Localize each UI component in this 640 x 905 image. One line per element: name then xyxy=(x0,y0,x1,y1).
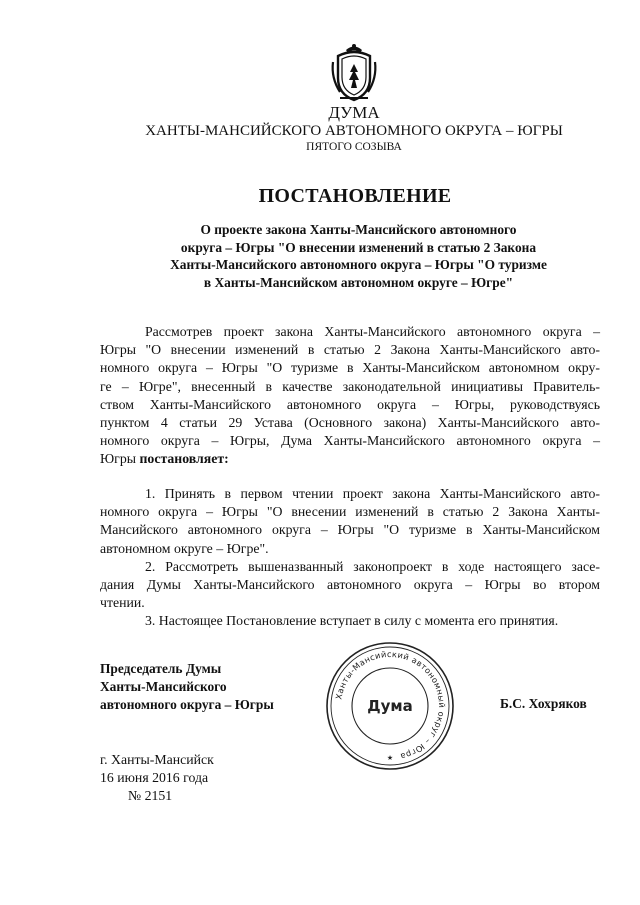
resolution-item xyxy=(100,558,600,613)
preamble-line: пунктом 4 статьи 29 Устава (Основного закона) Ханты-Мансийского авто- xyxy=(100,415,600,431)
item-line: дания Думы Ханты-Мансийского автономного округа – Югры во втором xyxy=(100,577,600,593)
item-line: чтении. xyxy=(100,595,145,611)
document-type-title: ПОСТАНОВЛЕНИЕ xyxy=(258,185,452,207)
header-okrug: ХАНТЫ-МАНСИЙСКОГО АВТОНОМНОГО ОКРУГА – ЮГРЫ xyxy=(145,123,563,139)
resolution-item xyxy=(100,612,600,630)
city: г. Ханты-Мансийск xyxy=(100,752,214,767)
preamble-line: ге – Югре", внесенный в качестве законодательной инициативы Правитель- xyxy=(100,378,600,394)
document-date: 16 июня 2016 года xyxy=(100,770,209,785)
subject-line: О проекте закона Ханты-Мансийского автономного xyxy=(200,222,517,237)
item-line: автономном округе – Югре". xyxy=(100,540,269,556)
document-number: № 2151 xyxy=(128,788,173,803)
official-stamp xyxy=(320,636,460,776)
signatory-title-line: Ханты-Мансийского xyxy=(100,679,227,694)
place-date-number xyxy=(100,751,280,805)
subject-line: Ханты-Мансийского автономного округа – Югры "О туризме xyxy=(170,257,547,272)
header-convocation: ПЯТОГО СОЗЫВА xyxy=(306,141,402,153)
item-line: номного округа – Югры "О внесении изменений в статью 2 Закона Ханты- xyxy=(100,504,600,520)
subject-line: округа – Югры "О внесении изменений в статью 2 Закона xyxy=(180,239,537,255)
preamble-line: Рассмотрев проект закона Ханты-Мансийского автономного округа – xyxy=(145,324,600,339)
resolves-keyword: постановляет: xyxy=(139,451,229,467)
preamble-line: ством Ханты-Мансийского автономного округа – Югры, руководствуясь xyxy=(100,396,600,412)
item-line: Мансийского автономного округа – Югры "О туризме в Ханты-Мансийском xyxy=(100,522,600,538)
subject-line: в Ханты-Мансийском автономном округе – Югре" xyxy=(203,274,514,290)
document-header xyxy=(0,104,640,154)
signatory-title-line: Председатель Думы xyxy=(100,661,222,676)
preamble-line xyxy=(100,450,600,468)
item-line: 2. Рассмотреть вышеназванный законопроект в ходе настоящего засе- xyxy=(145,558,600,574)
preamble-paragraph xyxy=(100,323,600,469)
stamp-ring-text: Ханты-Мансийский автономный округ – Югра xyxy=(333,648,448,762)
preamble-line: номного округа – Югры "О туризме в Ханты-Мансийском автономном окру- xyxy=(100,360,600,376)
item-line: 1. Принять в первом чтении проект закона Ханты-Мансийского авто- xyxy=(145,486,600,501)
coat-of-arms-icon xyxy=(328,42,380,104)
signatory-title-line: автономного округа – Югры xyxy=(100,697,274,712)
preamble-line: номного округа – Югры, Дума Ханты-Мансийского автономного округа – xyxy=(100,433,600,449)
stamp-center-text: Дума xyxy=(367,697,413,715)
header-duma: ДУМА xyxy=(328,103,380,122)
resolution-items xyxy=(100,485,600,631)
preamble-last-text: Югры xyxy=(100,451,140,467)
resolution-item xyxy=(100,485,600,558)
document-subject xyxy=(146,221,571,291)
signatory-title xyxy=(100,660,320,714)
item-line: 3. Настоящее Постановление вступает в силу с момента его принятия. xyxy=(145,613,559,629)
svg-text:★: ★ xyxy=(386,754,394,762)
preamble-line: Югры "О внесении изменений в статью 2 Закона Ханты-Мансийского авто- xyxy=(100,342,600,358)
signatory-name: Б.С. Хохряков xyxy=(500,696,587,711)
